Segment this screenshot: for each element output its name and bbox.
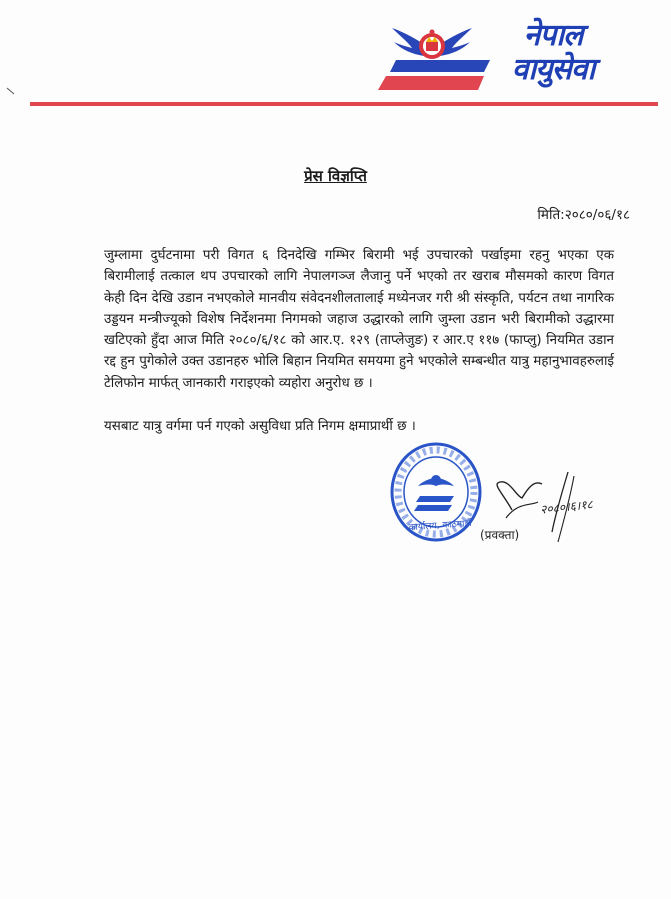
apology-line: यसबाट यात्रु वर्गमा पर्न गएको असुविधा प्रति निगम क्षमाप्रार्थी छ । — [104, 419, 416, 434]
stamp-office-label: कार्यालय, काठमाडौं — [408, 518, 472, 534]
scan-mark-icon — [6, 86, 16, 96]
signatory-title: (प्रवक्ता) — [480, 528, 520, 542]
logo-name-line1: नेपाल — [523, 18, 583, 53]
document-title: प्रेस विज्ञप्ति — [304, 167, 367, 185]
document-date: मिति:२०८०/०६/१८ — [537, 207, 630, 223]
header-divider — [30, 102, 658, 106]
logo-stripes-icon — [378, 60, 490, 94]
body-paragraph: जुम्लामा दुर्घटनामा परी विगत ६ दिनदेखि गम्भिर बिरामी भई उपचारको पर्खाइमा रहनु भएका एक बिरामीलाई तत्काल थप उपचारको लागि नेपालगञ्ज लैजानु पर्ने भएको तर खराब मौसमको कारण विगत केही दिन देखि उडान नभएकोले मानवीय संवेदनशीलतालाई मध्येनजर गरी श्री संस्कृति, पर्यटन तथा नागरिक उड्डयन मन्त्रीज्यूको विशेष निर्देशनमा निगमको जहाज उद्धारको लागि जुम्ला उडान भरी बिरामीको उद्धारमा खटिएको हुँदा आज मिति २०८०/६/१८ को आर.ए. १२९ (ताप्लेजुङ) र आर.ए ११७ (फाप्लु) नियमित उडान रद्द हुन पुगेकोले उक्त उडानहरु भोलि बिहान नियमित समयमा हुने भएकोले सम्बन्धीत यात्रु महानुभावहरुलाई टेलिफोन मार्फत् जानकारी गराइएको व्यहोरा अनुरोध छ । — [104, 248, 614, 391]
signature-date: २०८०।६।१८ — [539, 497, 594, 517]
logo-name-line2: वायुसेवा — [511, 52, 595, 87]
